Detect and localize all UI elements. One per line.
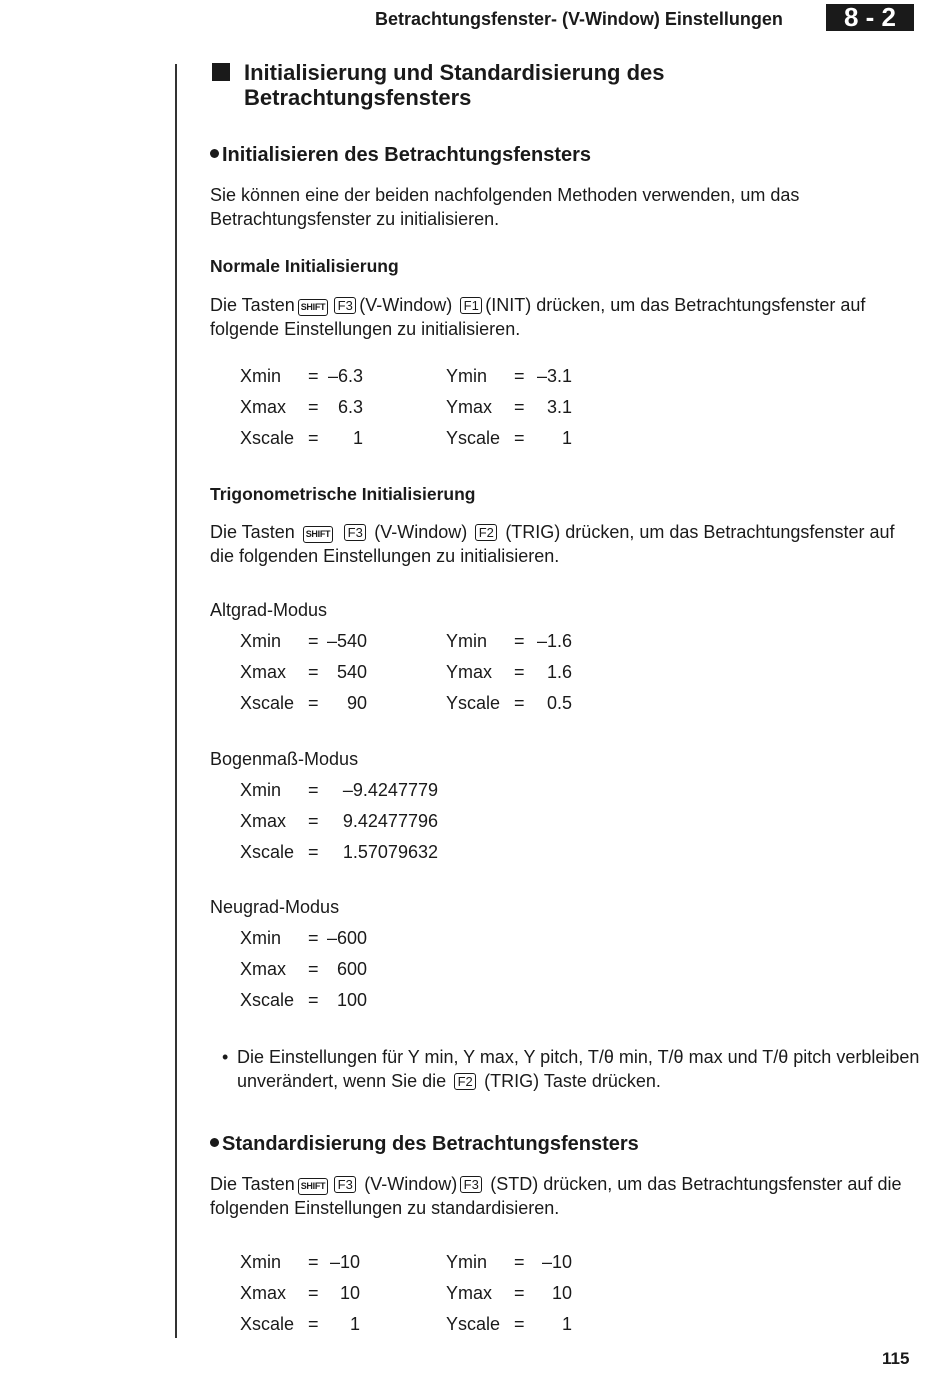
f1-key-icon: F1 xyxy=(460,297,482,314)
bullet-dot-icon xyxy=(210,1138,219,1147)
value-cell-xv: 90 xyxy=(346,693,367,713)
value-cell-yl: Ymin xyxy=(446,366,488,386)
f3-key-icon: F3 xyxy=(344,524,366,541)
std-text: Die Tasten SHIFT F3 (V-Window) F3 (STD) drücken, um das Betrachtungsfenster auf die folgenden Einstellungen zu standardisieren. xyxy=(210,1174,902,1218)
value-cell-xe: = xyxy=(308,959,319,979)
running-header: Betrachtungsfenster- (V-Window) Einstellungen xyxy=(375,9,783,29)
value-cell-yv: 0.5 xyxy=(546,693,572,713)
value-cell-ye: = xyxy=(514,1252,525,1272)
value-cell-xv: 540 xyxy=(336,662,367,682)
value-cell-yl: Ymin xyxy=(446,1252,488,1272)
value-cell-xv: 1 xyxy=(349,1314,360,1334)
value-cell-xv: 10 xyxy=(339,1283,360,1303)
value-cell-yv: –10 xyxy=(541,1252,572,1272)
value-cell-xl: Xscale xyxy=(240,990,295,1010)
value-cell-xv: 9.42477796 xyxy=(342,811,438,831)
trig-init-heading: Trigonometrische Initialisierung xyxy=(210,484,476,504)
value-cell-ye: = xyxy=(514,366,525,386)
std-heading: Standardisierung des Betrachtungsfensters xyxy=(210,1133,639,1156)
value-cell-xv: 1.57079632 xyxy=(342,842,438,862)
f2-key-icon: F2 xyxy=(475,524,497,541)
value-cell-xe: = xyxy=(308,631,319,651)
value-cell-ye: = xyxy=(514,662,525,682)
shift-key-icon: SHIFT xyxy=(298,299,329,316)
value-cell-xl: Xmax xyxy=(240,959,287,979)
value-cell-xe: = xyxy=(308,1283,319,1303)
value-cell-xe: = xyxy=(308,1314,319,1334)
bullet-dot-icon xyxy=(210,149,219,158)
section-number-badge: 8 - 2 xyxy=(826,4,914,31)
value-cell-xl: Xmin xyxy=(240,631,282,651)
f2-key-icon: F2 xyxy=(454,1073,476,1090)
f3-key-icon: F3 xyxy=(460,1176,482,1193)
shift-key-icon: SHIFT xyxy=(298,1178,329,1195)
value-cell-xe: = xyxy=(308,990,319,1010)
value-cell-xl: Xscale xyxy=(240,842,295,862)
value-cell-xe: = xyxy=(308,662,319,682)
value-cell-yl: Ymax xyxy=(446,397,493,417)
value-cell-xl: Xmax xyxy=(240,397,287,417)
gra-mode-label: Neugrad-Modus xyxy=(210,897,340,917)
value-cell-xl: Xscale xyxy=(240,1314,295,1334)
value-cell-xl: Xmax xyxy=(240,811,287,831)
value-cell-xe: = xyxy=(308,780,319,800)
value-cell-xe: = xyxy=(308,428,319,448)
value-cell-xe: = xyxy=(308,811,319,831)
value-cell-xl: Xmin xyxy=(240,366,282,386)
value-cell-xl: Xmin xyxy=(240,1252,282,1272)
value-cell-yl: Ymin xyxy=(446,631,488,651)
value-cell-ye: = xyxy=(514,1283,525,1303)
normal-init-text: Die Tasten SHIFT F3 (V-Window) F1 (INIT) drücken, um das Betrachtungsfenster auf folgende Einstellungen zu initialisieren. xyxy=(210,295,866,339)
f3-key-icon: F3 xyxy=(334,1176,356,1193)
deg-mode-label: Altgrad-Modus xyxy=(210,600,328,620)
value-cell-xv: –6.3 xyxy=(327,366,363,386)
value-cell-xv: –10 xyxy=(329,1252,360,1272)
value-cell-xv: 1 xyxy=(352,428,363,448)
init-heading: Initialisieren des Betrachtungsfensters xyxy=(210,144,591,167)
value-cell-xl: Xscale xyxy=(240,693,295,713)
value-cell-xl: Xmin xyxy=(240,928,282,948)
margin-rule xyxy=(175,64,177,1338)
value-cell-ye: = xyxy=(514,693,525,713)
value-cell-yv: 3.1 xyxy=(546,397,572,417)
value-cell-ye: = xyxy=(514,631,525,651)
value-cell-xl: Xmax xyxy=(240,662,287,682)
rad-mode-label: Bogenmaß-Modus xyxy=(210,749,359,769)
value-cell-xl: Xscale xyxy=(240,428,295,448)
value-cell-xv: 6.3 xyxy=(337,397,363,417)
value-cell-yl: Yscale xyxy=(446,1314,501,1334)
value-cell-xv: –540 xyxy=(326,631,367,651)
value-cell-xe: = xyxy=(308,842,319,862)
value-cell-xv: –600 xyxy=(326,928,367,948)
page-number: 115 xyxy=(882,1349,910,1368)
value-cell-xe: = xyxy=(308,397,319,417)
value-cell-xe: = xyxy=(308,693,319,713)
value-cell-yv: 1.6 xyxy=(546,662,572,682)
trig-note: • Die Einstellungen für Y min, Y max, Y pitch, T/θ min, T/θ max und T/θ pitch verbleiben unverändert, wenn Sie die F2 (TRIG) Taste drücken. xyxy=(222,1047,920,1091)
value-cell-yv: –1.6 xyxy=(536,631,572,651)
shift-key-icon: SHIFT xyxy=(303,526,334,543)
value-cell-yl: Yscale xyxy=(446,428,501,448)
value-cell-yl: Yscale xyxy=(446,693,501,713)
value-cell-xl: Xmin xyxy=(240,780,282,800)
value-cell-xe: = xyxy=(308,366,319,386)
trig-init-text: Die Tasten SHIFT F3 (V-Window) F2 (TRIG) drücken, um das Betrachtungsfenster auf die folgenden Einstellungen zu initialisieren. xyxy=(210,522,895,566)
value-cell-ye: = xyxy=(514,1314,525,1334)
value-cell-xv: 600 xyxy=(336,959,367,979)
value-cell-xv: 100 xyxy=(336,990,367,1010)
f3-key-icon: F3 xyxy=(334,297,356,314)
init-intro: Sie können eine der beiden nachfolgenden Methoden verwenden, um das Betrachtungsfenster zu initialisieren. xyxy=(210,185,800,229)
value-cell-xl: Xmax xyxy=(240,1283,287,1303)
main-heading: Initialisierung und Standardisierung des Betrachtungsfensters xyxy=(244,60,665,110)
value-cell-ye: = xyxy=(514,428,525,448)
value-cell-yl: Ymax xyxy=(446,662,493,682)
normal-init-heading: Normale Initialisierung xyxy=(210,256,399,276)
value-cell-yv: 1 xyxy=(561,1314,572,1334)
value-cell-yv: 10 xyxy=(551,1283,572,1303)
value-cell-xe: = xyxy=(308,928,319,948)
value-cell-yl: Ymax xyxy=(446,1283,493,1303)
value-cell-ye: = xyxy=(514,397,525,417)
value-cell-xv: –9.4247779 xyxy=(342,780,438,800)
value-cell-yv: 1 xyxy=(561,428,572,448)
heading-square-icon xyxy=(212,63,230,81)
value-cell-xe: = xyxy=(308,1252,319,1272)
value-cell-yv: –3.1 xyxy=(536,366,572,386)
